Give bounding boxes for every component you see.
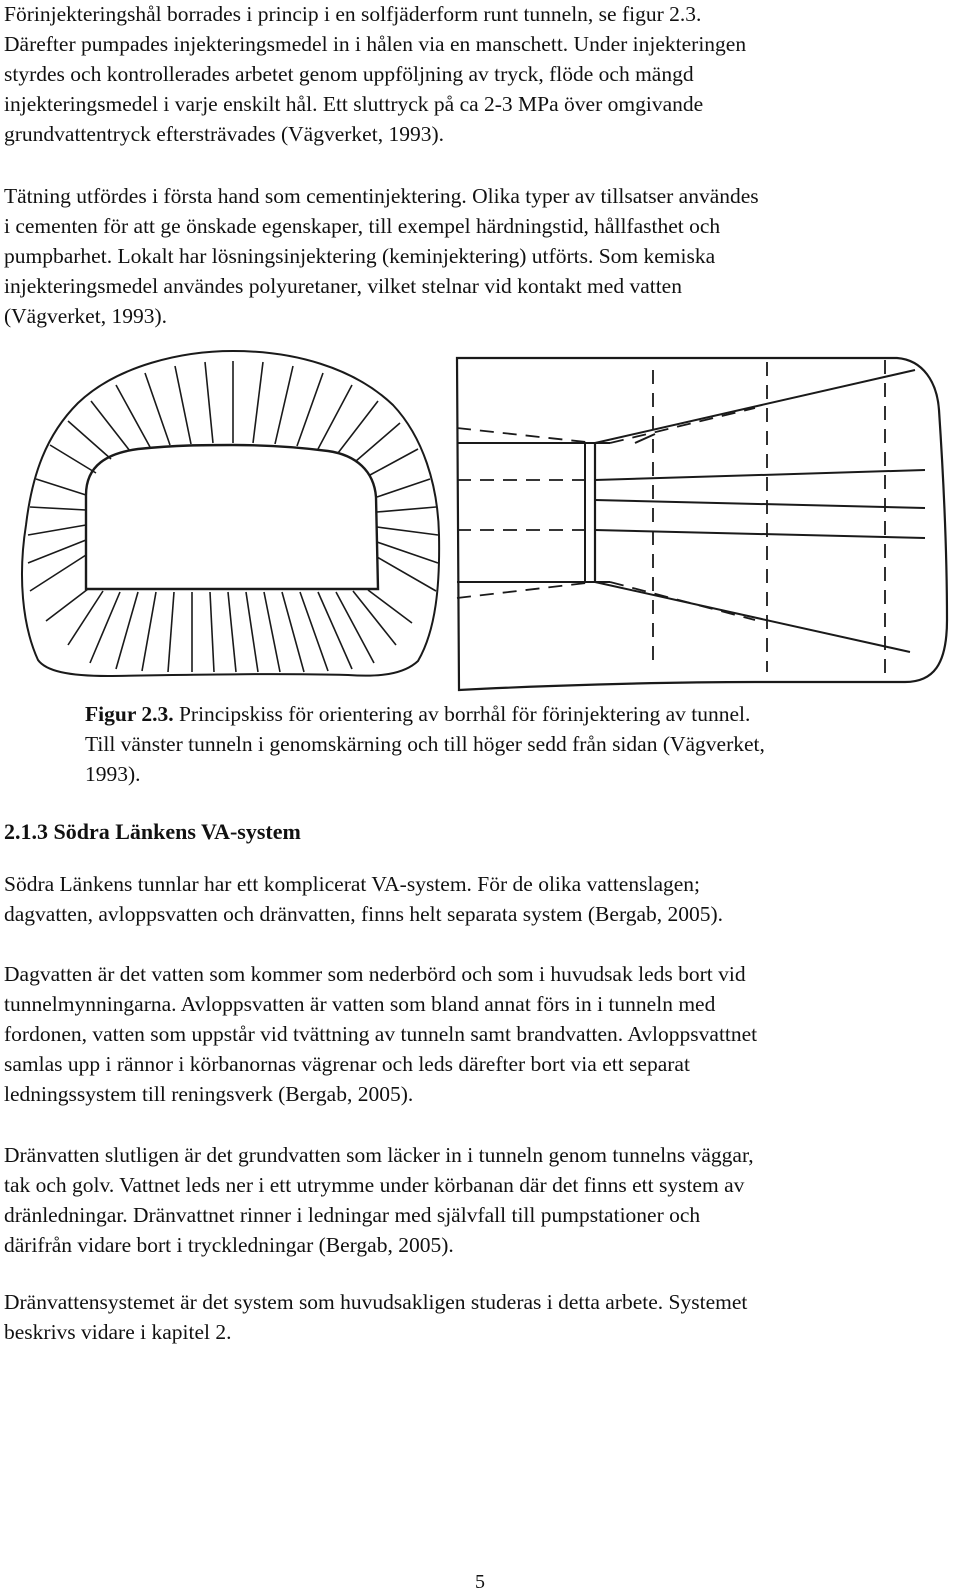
- grout-zone-outline: [457, 358, 947, 690]
- paragraph-grouting-holes: Förinjekteringshål borrades i princip i en solfjäderform runt tunneln, se figur 2.3. Därefter pumpades injekteringsmedel in i hålen via en manschett. Under injekteringen styrdes och kontrollerades arbetet genom uppföljning av tryck, flöde och mängd injekteringsmedel i varje enskilt hål. Ett sluttryck på ca 2-3 MPa över omgivande grundvattentryck eftersträvades (Vägverket, 1993).: [4, 2, 747, 146]
- grout-fan-lines: [595, 370, 925, 652]
- figure-caption-text: Principskiss för orientering av borrhål för förinjektering av tunnel. Till vänster tunneln i genomskärning och till höger sedd från sidan (Vägverket, 1993).: [85, 702, 765, 786]
- paragraph-dranvatten: Dränvatten slutligen är det grundvatten som läcker in i tunneln genom tunnelns väggar, tak och golv. Vattnet leds ner i ett utrymme under körbanan där det finns ett system av dränledningar. Dränvattnet rinner i ledningar med självfall till pumpstationer och därifrån vidare bort i tryckledningar (Bergab, 2005).: [4, 1143, 754, 1257]
- paragraph-dagvatten: Dagvatten är det vatten som kommer som nederbörd och som i huvudsak leds bort vid tunnelmynningarna. Avloppsvatten är vatten som bland annat förs in i tunneln med fordonen, vatten som uppstår vid tvättning av tunneln samt brandvatten. Avloppsvattnet samlas upp i rännor i körbanornas vägrenar och leds därefter bort via ett separat ledningssystem till reningsverk (Bergab, 2005).: [4, 962, 758, 1106]
- paragraph-dranvattensystem: Dränvattensystemet är det system som huvudsakligen studeras i detta arbete. Systemet beskrivs vidare i kapitel 2.: [4, 1290, 748, 1344]
- tunnel-opening: [86, 445, 378, 589]
- section-heading: 2.1.3 Södra Länkens VA-system: [4, 819, 301, 844]
- page-number: 5: [475, 1571, 485, 1593]
- tunnel-cross-section-drawing: [8, 345, 448, 681]
- tunnel-side-view-drawing: [455, 330, 957, 700]
- figure-caption: [85, 699, 955, 789]
- figure-label: Figur 2.3.: [85, 702, 174, 726]
- excavation-contour: [457, 443, 610, 582]
- paragraph-va-system: Södra Länkens tunnlar har ett komplicerat VA-system. För de olika vattenslagen; dagvatten, avloppsvatten och dränvatten, finns helt separata system (Bergab, 2005).: [4, 872, 724, 926]
- paragraph-sealing: Tätning utfördes i första hand som cementinjektering. Olika typer av tillsatser användes i cementen för att ge önskade egenskaper, till exempel härdningstid, hållfasthet och pumpbarhet. Lokalt har lösningsinjektering (keminjektering) utförts. Som kemiska injekteringsmedel användes polyuretaner, vilket stelnar vid kontakt med vatten (Vägverket, 1993).: [4, 184, 759, 328]
